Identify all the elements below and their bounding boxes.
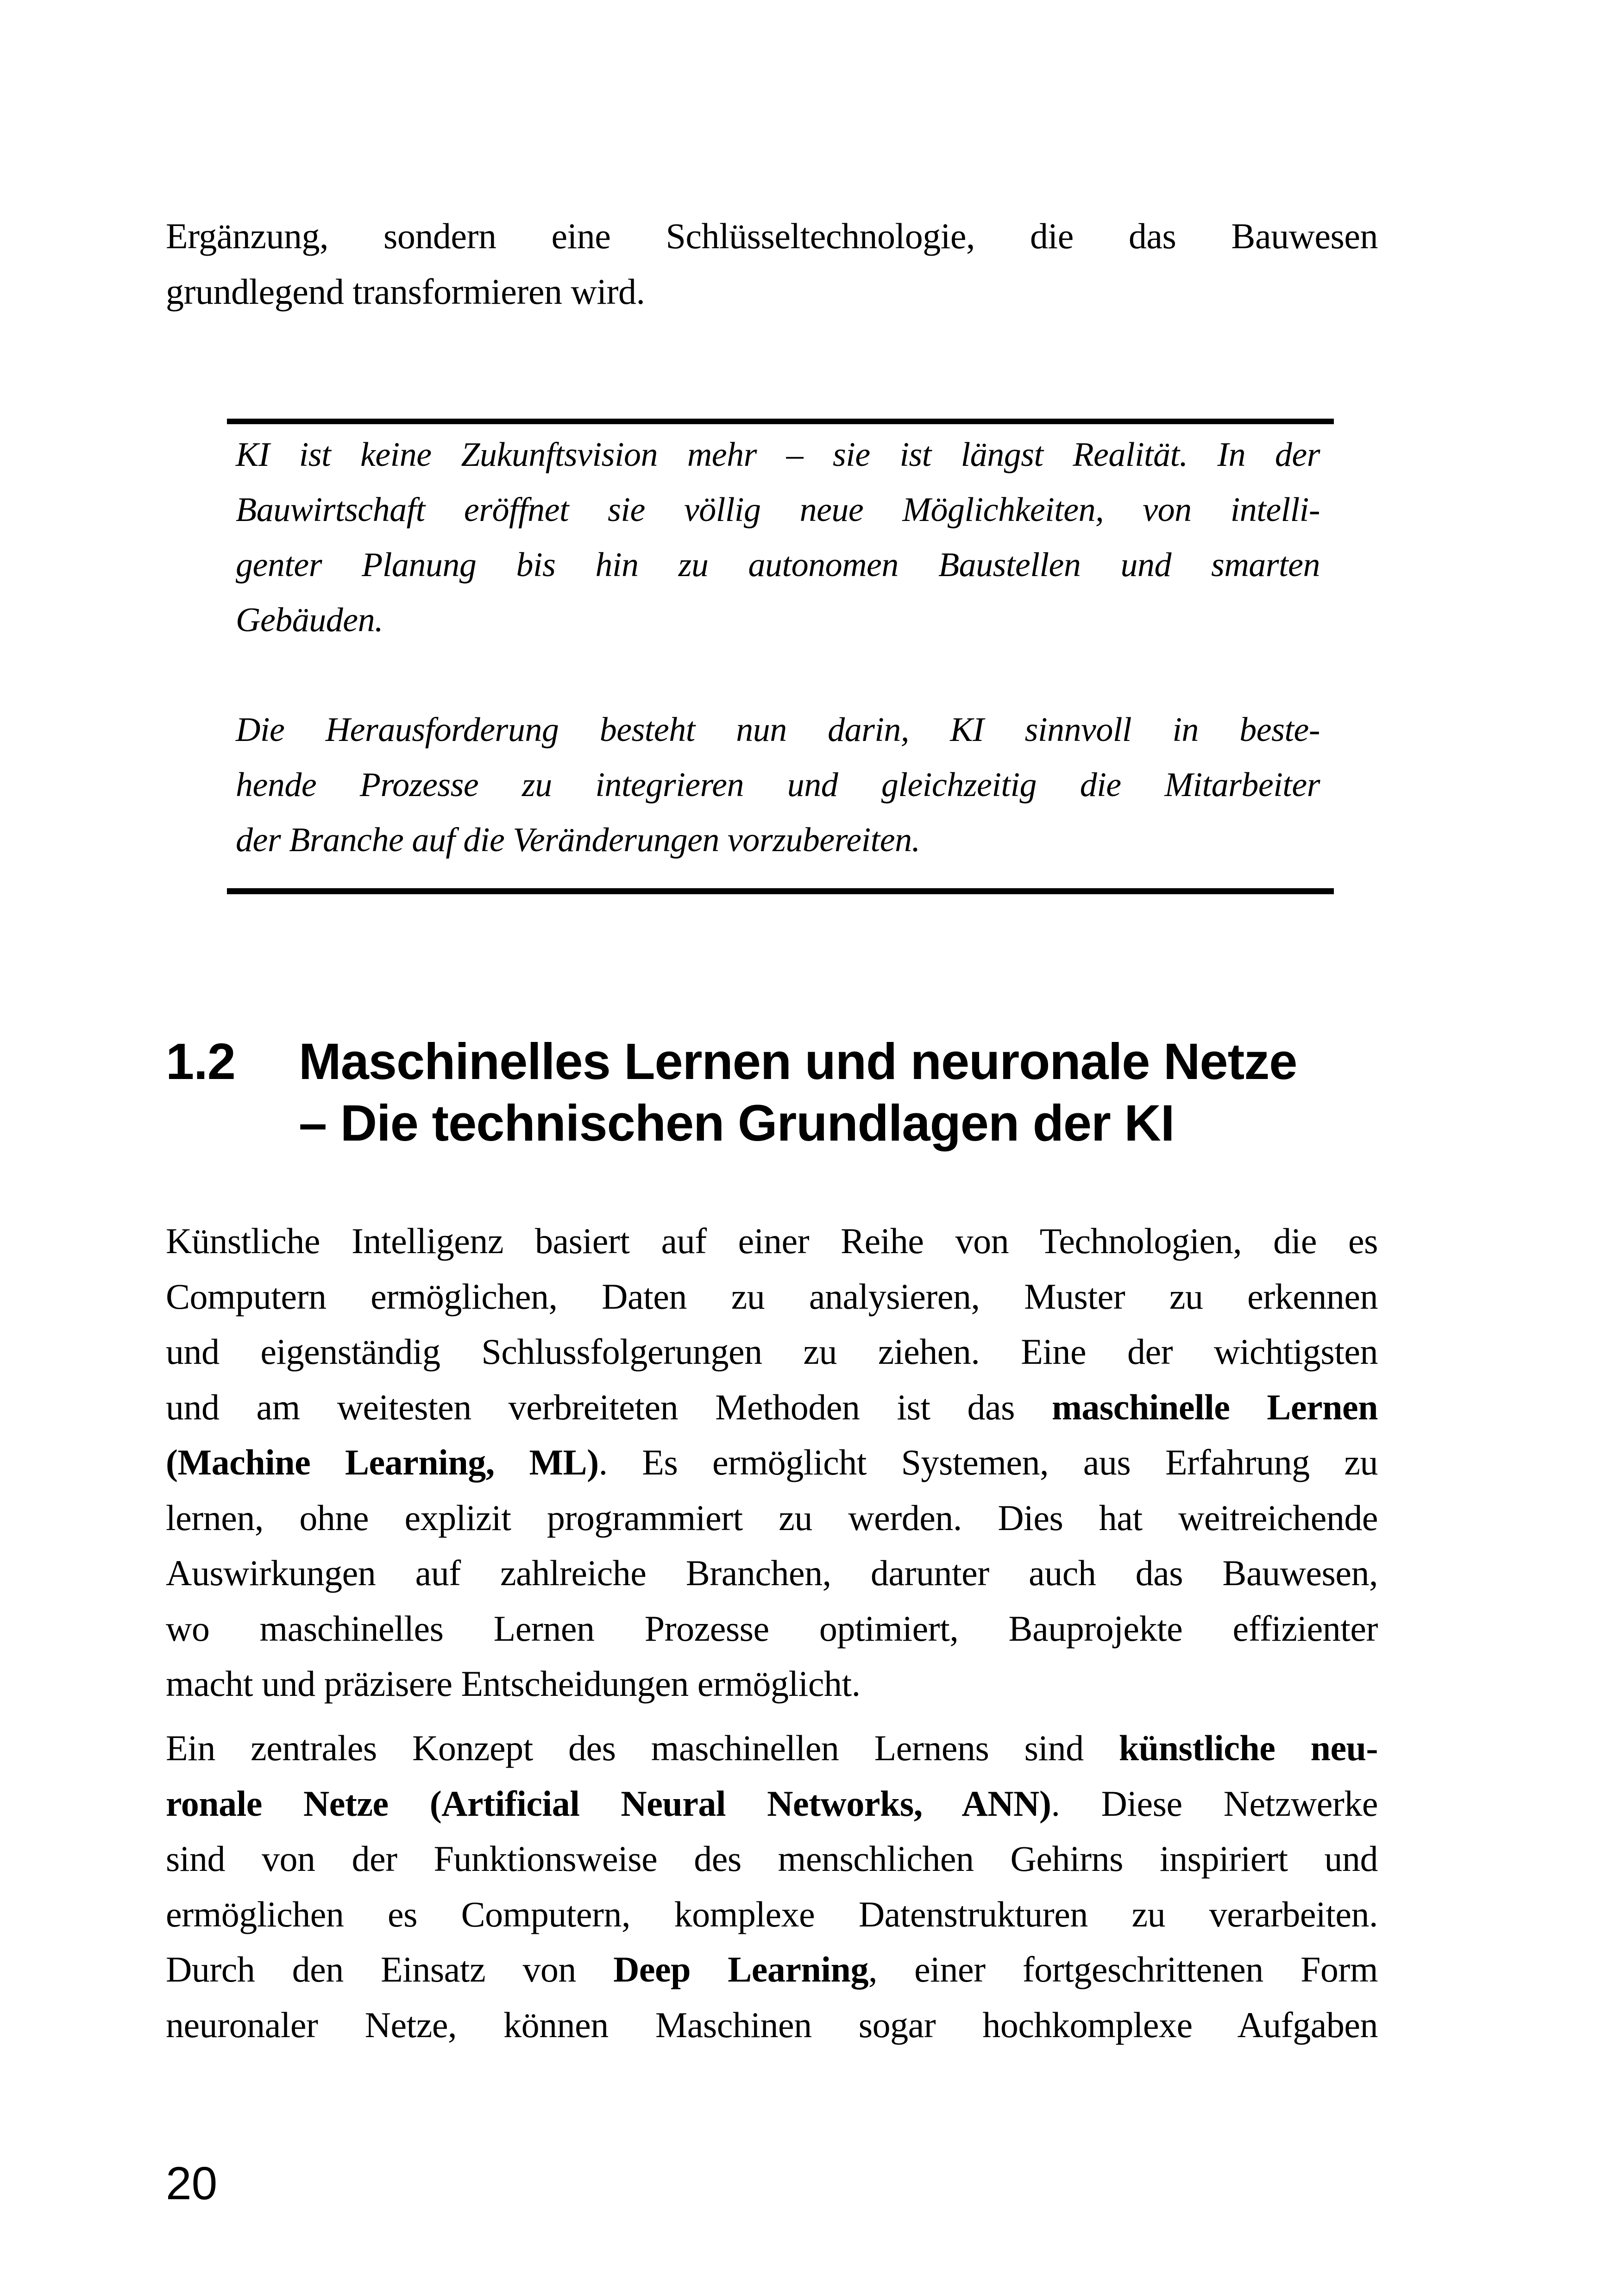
bold-text: Deep Learning bbox=[613, 1949, 868, 1989]
bold-text: künstliche neu- bbox=[1118, 1728, 1378, 1768]
text-segment: Bauwirtschaft eröffnet sie völlig neue Möglichkeiten, von intelli- bbox=[236, 491, 1320, 529]
text-segment: Künstliche Intelligenz basiert auf einer Reihe von Technologien, die es bbox=[166, 1221, 1378, 1261]
text-segment: hende Prozesse zu integrieren und gleichzeitig die Mitarbeiter bbox=[236, 766, 1320, 804]
text-line bbox=[166, 208, 1378, 264]
text-segment: und eigenständig Schlussfolgerungen zu ziehen. Eine der wichtigsten bbox=[166, 1331, 1378, 1372]
quote-paragraph-1 bbox=[236, 427, 1320, 648]
text-line bbox=[166, 1490, 1378, 1546]
intro-paragraph bbox=[166, 208, 1378, 319]
text-line bbox=[166, 1656, 1378, 1712]
text-line bbox=[236, 427, 1320, 483]
text-segment: Gebäuden. bbox=[236, 601, 383, 639]
text-line bbox=[166, 1997, 1378, 2053]
text-segment: Computern ermöglichen, Daten zu analysieren, Muster zu erkennen bbox=[166, 1276, 1378, 1317]
quote-paragraph-2 bbox=[236, 703, 1320, 868]
text-segment: neuronaler Netze, können Maschinen sogar hochkomplexe Aufgaben bbox=[166, 2004, 1378, 2045]
section-title bbox=[299, 1031, 1555, 1154]
text-line bbox=[236, 593, 1320, 648]
body-paragraph-2 bbox=[166, 1720, 1378, 2052]
pull-quote bbox=[227, 419, 1334, 894]
text-line bbox=[166, 1213, 1378, 1269]
text-line bbox=[166, 1545, 1378, 1601]
text-segment: und am weitesten verbreiteten Methoden ist das bbox=[166, 1386, 1052, 1427]
text-segment: wo maschinelles Lernen Prozesse optimiert, Bauprojekte effizienter bbox=[166, 1608, 1378, 1649]
text-line bbox=[166, 1380, 1378, 1435]
bold-text: maschinelle Lernen bbox=[1051, 1386, 1378, 1427]
text-segment: Auswirkungen auf zahlreiche Branchen, darunter auch das Bauwesen, bbox=[166, 1553, 1378, 1593]
text-line bbox=[166, 1776, 1378, 1832]
text-segment: genter Planung bis hin zu autonomen Baustellen und smarten bbox=[236, 546, 1320, 584]
section-number: 1.2 bbox=[166, 1033, 235, 1090]
text-line bbox=[236, 813, 1320, 868]
text-segment: KI ist keine Zukunftsvision mehr – sie ist längst Realität. In der bbox=[236, 436, 1320, 474]
text-line bbox=[166, 264, 1378, 320]
text-line bbox=[166, 1887, 1378, 1942]
text-segment: . Diese Netzwerke bbox=[1051, 1783, 1378, 1824]
section-title-line-2: – Die technischen Grundlagen der KI bbox=[299, 1095, 1175, 1152]
text-line bbox=[166, 1942, 1378, 1997]
text-segment: Die Herausforderung besteht nun darin, KI sinnvoll in beste- bbox=[236, 711, 1320, 749]
text-segment: sind von der Funktionsweise des menschlichen Gehirns inspiriert und bbox=[166, 1838, 1378, 1879]
bold-text: (Machine Learning, ML) bbox=[166, 1442, 599, 1482]
text-segment: Ergänzung, sondern eine Schlüsseltechnologie, die das Bauwesen bbox=[166, 216, 1378, 256]
text-line bbox=[166, 1324, 1378, 1380]
text-segment: Durch den Einsatz von bbox=[166, 1949, 614, 1989]
text-segment: , einer fortgeschrittenen Form bbox=[868, 1949, 1378, 1989]
text-line bbox=[166, 1601, 1378, 1656]
text-segment: der Branche auf die Veränderungen vorzubereiten. bbox=[236, 821, 920, 859]
page-number: 20 bbox=[166, 2158, 218, 2209]
text-line bbox=[236, 538, 1320, 593]
text-segment: lernen, ohne explizit programmiert zu werden. Dies hat weitreichende bbox=[166, 1497, 1378, 1538]
text-line bbox=[166, 1831, 1378, 1887]
text-line bbox=[166, 1269, 1378, 1324]
text-segment: grundlegend transformieren wird. bbox=[166, 271, 645, 312]
text-line bbox=[236, 758, 1320, 813]
text-segment: Ein zentrales Konzept des maschinellen Lernens sind bbox=[166, 1728, 1119, 1768]
text-line bbox=[166, 1435, 1378, 1490]
text-line bbox=[236, 483, 1320, 538]
section-heading bbox=[166, 1031, 1555, 1154]
text-segment: ermöglichen es Computern, komplexe Datenstrukturen zu verarbeiten. bbox=[166, 1894, 1378, 1934]
text-segment: . Es ermöglicht Systemen, aus Erfahrung zu bbox=[598, 1442, 1378, 1482]
text-line bbox=[166, 1720, 1378, 1776]
bold-text: ronale Netze (Artificial Neural Networks, ANN) bbox=[166, 1783, 1051, 1824]
text-segment: macht und präzisere Entscheidungen ermöglicht. bbox=[166, 1663, 861, 1704]
section-title-line-1: Maschinelles Lernen und neuronale Netze bbox=[299, 1033, 1297, 1090]
text-line bbox=[236, 703, 1320, 758]
body-paragraph-1 bbox=[166, 1213, 1378, 1712]
